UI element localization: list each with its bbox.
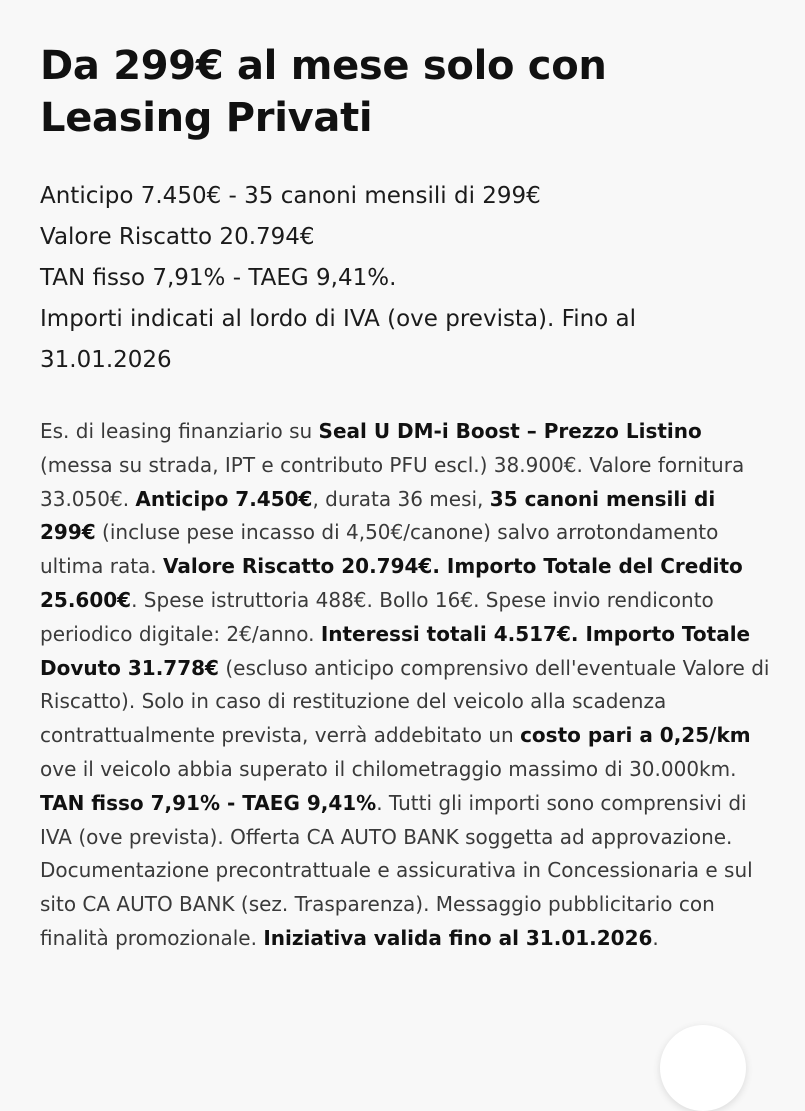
offer-title: Da 299€ al mese solo con Leasing Privati xyxy=(40,43,607,141)
summary-line-vat-validity: Importi indicati al lordo di IVA (ove prevista). Fino al 31.01.2026 xyxy=(40,306,637,373)
legal-disclaimer xyxy=(40,415,770,956)
disclaimer-text: . Spese istruttoria 488€. Bollo 16€. Spese invio rendiconto periodico digitale: 2€/anno. xyxy=(40,587,714,646)
disclaimer-bold-down-payment: Anticipo 7.450€ xyxy=(135,486,313,511)
disclaimer-text: . Tutti gli importi sono comprensivi di IVA (ove prevista). Offerta CA AUTO BANK soggetta ad approvazione. Documentazione precontrattuale e assicurativa in Concessionaria e sul sito CA AUTO BANK (sez. Trasparenza). Messaggio pubblicitario con finalità promozionale. xyxy=(40,790,753,950)
disclaimer-text: (messa su strada, IPT e contributo PFU escl.) 38.900€. Valore fornitura 33.050€. xyxy=(40,452,745,511)
disclaimer-bold-model: Seal U DM-i Boost – Prezzo Listino xyxy=(318,419,702,443)
disclaimer-bold-validity: Iniziativa valida fino al 31.01.2026 xyxy=(263,925,653,950)
disclaimer-bold-monthly-fees: 35 canoni mensili di 299€ xyxy=(40,486,716,545)
summary-line-down-payment: Anticipo 7.450€ - 35 canoni mensili di 299€ xyxy=(40,183,541,209)
disclaimer-text: Es. di leasing finanziario su xyxy=(40,419,319,443)
offer-summary xyxy=(40,176,770,381)
disclaimer-text: (incluse pese incasso di 4,50€/canone) salvo arrotondamento ultima rata. xyxy=(40,520,719,579)
disclaimer-text: , durata 36 mesi, xyxy=(312,486,490,511)
disclaimer-bold-km-cost: costo pari a 0,25/km xyxy=(520,723,751,748)
offer-content xyxy=(40,40,770,976)
disclaimer-bold-rates: TAN fisso 7,91% - TAEG 9,41% xyxy=(40,790,377,815)
disclaimer-text: (escluso anticipo comprensivo dell'eventuale Valore di Riscatto). Solo in caso di restituzione del veicolo alla scadenza contrattualmente prevista, verrà addebitato un xyxy=(40,655,770,748)
disclaimer-text: . xyxy=(652,925,659,950)
summary-line-redemption-value: Valore Riscatto 20.794€ xyxy=(40,224,315,250)
summary-line-rates: TAN fisso 7,91% - TAEG 9,41%. xyxy=(40,265,397,291)
floating-action-button[interactable] xyxy=(660,1025,746,1111)
disclaimer-bold-interest-total: Interessi totali 4.517€. Importo Totale Dovuto 31.778€ xyxy=(40,621,751,680)
disclaimer-text: ove il veicolo abbia superato il chilometraggio massimo di 30.000km. xyxy=(40,756,737,781)
disclaimer-bold-credit-total: Valore Riscatto 20.794€. Importo Totale del Credito 25.600€ xyxy=(40,554,743,612)
